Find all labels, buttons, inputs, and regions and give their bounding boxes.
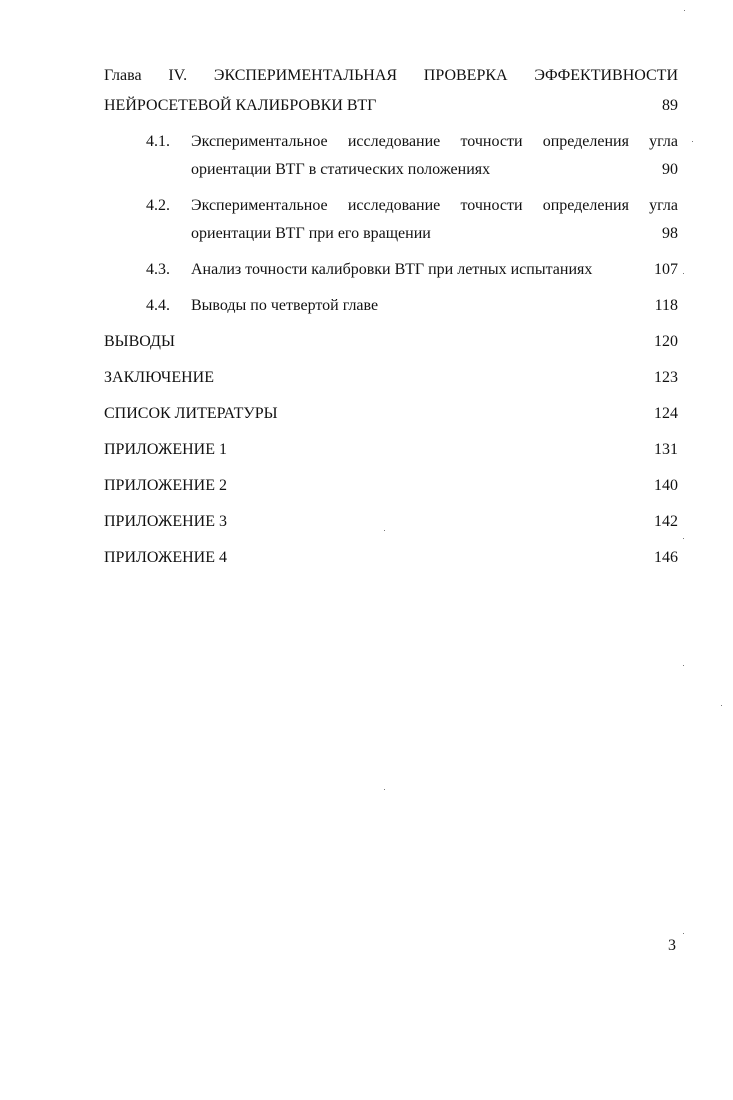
toc-entry [104, 438, 678, 462]
toc-page-number: 90 [662, 161, 678, 178]
toc-section-entry [191, 222, 678, 246]
toc-section-number: 4.3. [146, 261, 170, 278]
toc-section-number: 4.4. [146, 297, 170, 314]
toc-entry-title: ВЫВОДЫ [104, 333, 175, 350]
scan-speck [683, 273, 684, 274]
toc-section-entry [191, 158, 678, 182]
toc-page-number: 89 [662, 97, 678, 114]
toc-entry-title: ЗАКЛЮЧЕНИЕ [104, 369, 214, 386]
toc-entry [104, 402, 678, 426]
toc-chapter-title-line2: НЕЙРОСЕТЕВОЙ КАЛИБРОВКИ ВТГ [104, 97, 377, 114]
toc-entry-title: ПРИЛОЖЕНИЕ 3 [104, 513, 228, 530]
scan-speck [683, 665, 684, 666]
toc-entry [104, 546, 678, 570]
toc-entry-title: ПРИЛОЖЕНИЕ 1 [104, 441, 228, 458]
toc-entry [104, 510, 678, 534]
toc-entry [104, 330, 678, 354]
toc-page-number: 142 [654, 513, 678, 530]
toc-page-number: 107 [654, 261, 678, 278]
toc-section-title-line2: ориентации ВТГ при его вращении [191, 225, 431, 242]
toc-entry [104, 474, 678, 498]
toc-page-number: 131 [654, 441, 678, 458]
toc-page-number: 98 [662, 225, 678, 242]
toc-section-title: Выводы по четвертой главе [191, 297, 379, 314]
toc-entry-title: СПИСОК ЛИТЕРАТУРЫ [104, 405, 278, 422]
toc-section-number: 4.2. [146, 197, 170, 214]
toc-section-title-line1: Экспериментальное исследование точности определения угла [191, 133, 678, 150]
scan-speck [384, 530, 385, 531]
toc-entry-title: ПРИЛОЖЕНИЕ 2 [104, 477, 228, 494]
toc-page-number: 120 [654, 333, 678, 350]
scan-speck [683, 538, 684, 539]
scan-speck [684, 10, 685, 11]
toc-entry-title: ПРИЛОЖЕНИЕ 4 [104, 549, 228, 566]
toc-entry [104, 366, 678, 390]
toc-section-entry [191, 258, 678, 282]
toc-section-title: Анализ точности калибровки ВТГ при летных испытаниях [191, 261, 593, 278]
toc-page-number: 140 [654, 477, 678, 494]
toc-chapter-title-line1: Глава IV. ЭКСПЕРИМЕНТАЛЬНАЯ ПРОВЕРКА ЭФФЕКТИВНОСТИ [104, 67, 678, 84]
scan-speck [692, 141, 693, 142]
scan-speck [721, 705, 722, 706]
toc-section-number: 4.1. [146, 133, 170, 150]
toc-section-title-line1: Экспериментальное исследование точности определения угла [191, 197, 678, 214]
toc-page-number: 118 [654, 297, 678, 314]
scan-speck [683, 933, 684, 934]
toc-chapter-entry [104, 94, 678, 118]
toc-section-title-line2: ориентации ВТГ в статических положениях [191, 161, 491, 178]
toc-page-number: 146 [654, 549, 678, 566]
toc-section-entry [191, 294, 678, 318]
page-number: 3 [668, 937, 676, 954]
scan-speck [384, 789, 385, 790]
toc-page-number: 123 [654, 369, 678, 386]
toc-page-number: 124 [654, 405, 678, 422]
